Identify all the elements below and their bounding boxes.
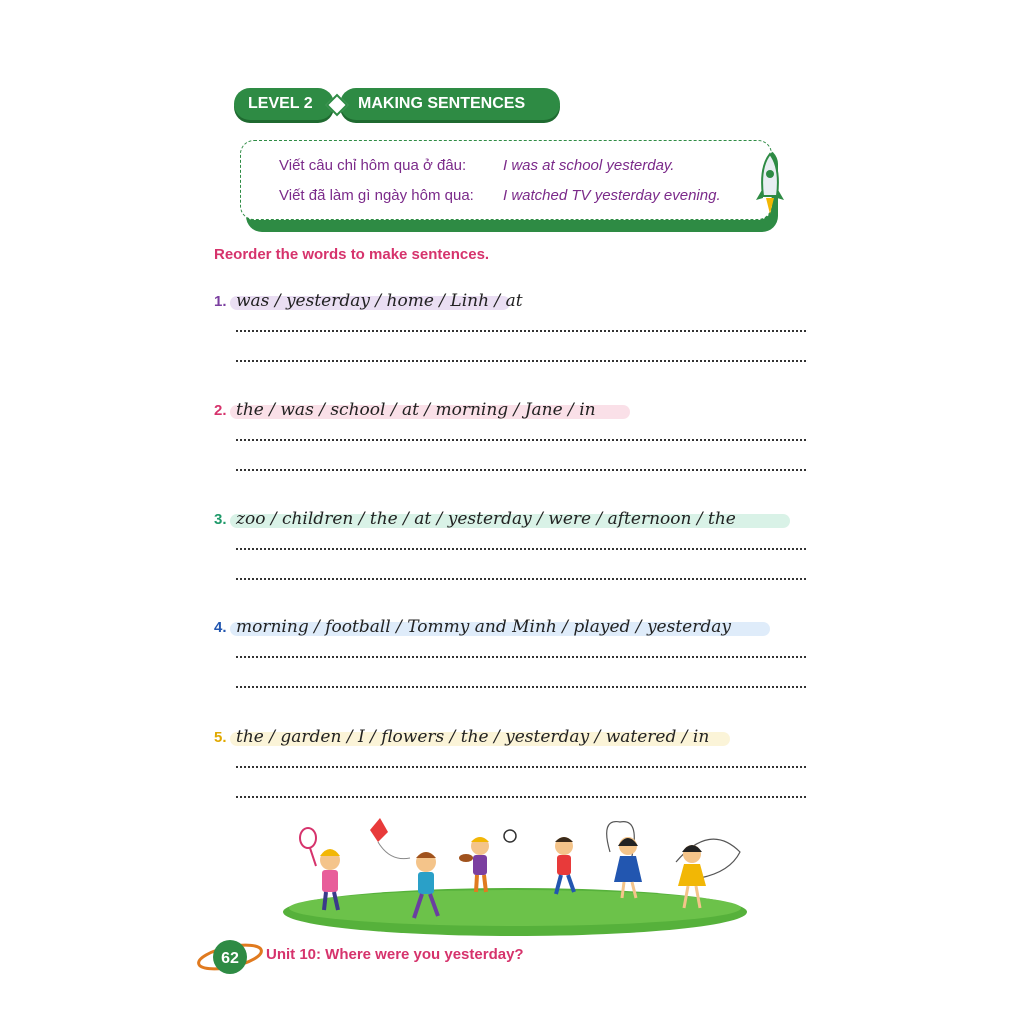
info-example: I was at school yesterday. <box>503 157 675 174</box>
exercise-number: 2. <box>214 402 227 419</box>
answer-line[interactable] <box>236 766 806 768</box>
section-title: MAKING SENTENCES <box>340 88 560 120</box>
exercise-words: the / garden / I / flowers / the / yesterday / watered / in <box>236 727 710 747</box>
info-label: Viết đã làm gì ngày hôm qua: <box>279 187 474 204</box>
exercise-words: the / was / school / at / morning / Jane / in <box>236 400 596 420</box>
answer-line[interactable] <box>236 686 806 688</box>
page-number-badge <box>196 932 266 982</box>
children-playing-illustration <box>280 812 750 942</box>
answer-line[interactable] <box>236 330 806 332</box>
exercise-3 <box>214 508 814 598</box>
instruction: Reorder the words to make sentences. <box>214 246 490 263</box>
exercise-1 <box>214 290 814 380</box>
rocket-icon <box>752 150 788 222</box>
unit-title: Unit 10: Where were you yesterday? <box>266 946 524 963</box>
exercise-4 <box>214 616 814 706</box>
exercise-number: 4. <box>214 619 227 636</box>
exercise-words: morning / football / Tommy and Minh / played / yesterday <box>236 617 731 637</box>
info-box <box>240 140 772 220</box>
info-label: Viết câu chỉ hôm qua ở đâu: <box>279 157 467 174</box>
answer-line[interactable] <box>236 796 806 798</box>
exercise-2 <box>214 399 814 489</box>
answer-line[interactable] <box>236 548 806 550</box>
page-number: 62 <box>221 950 239 967</box>
answer-line[interactable] <box>236 439 806 441</box>
answer-line[interactable] <box>236 656 806 658</box>
info-example: I watched TV yesterday evening. <box>503 187 721 204</box>
level-badge: LEVEL 2 <box>234 88 334 120</box>
exercise-number: 1. <box>214 293 227 310</box>
answer-line[interactable] <box>236 578 806 580</box>
exercise-number: 5. <box>214 729 227 746</box>
answer-line[interactable] <box>236 360 806 362</box>
exercise-5 <box>214 726 814 816</box>
exercise-words: was / yesterday / home / Linh / at <box>236 291 523 311</box>
exercise-words: zoo / children / the / at / yesterday / were / afternoon / the <box>236 509 736 529</box>
exercise-number: 3. <box>214 511 227 528</box>
answer-line[interactable] <box>236 469 806 471</box>
